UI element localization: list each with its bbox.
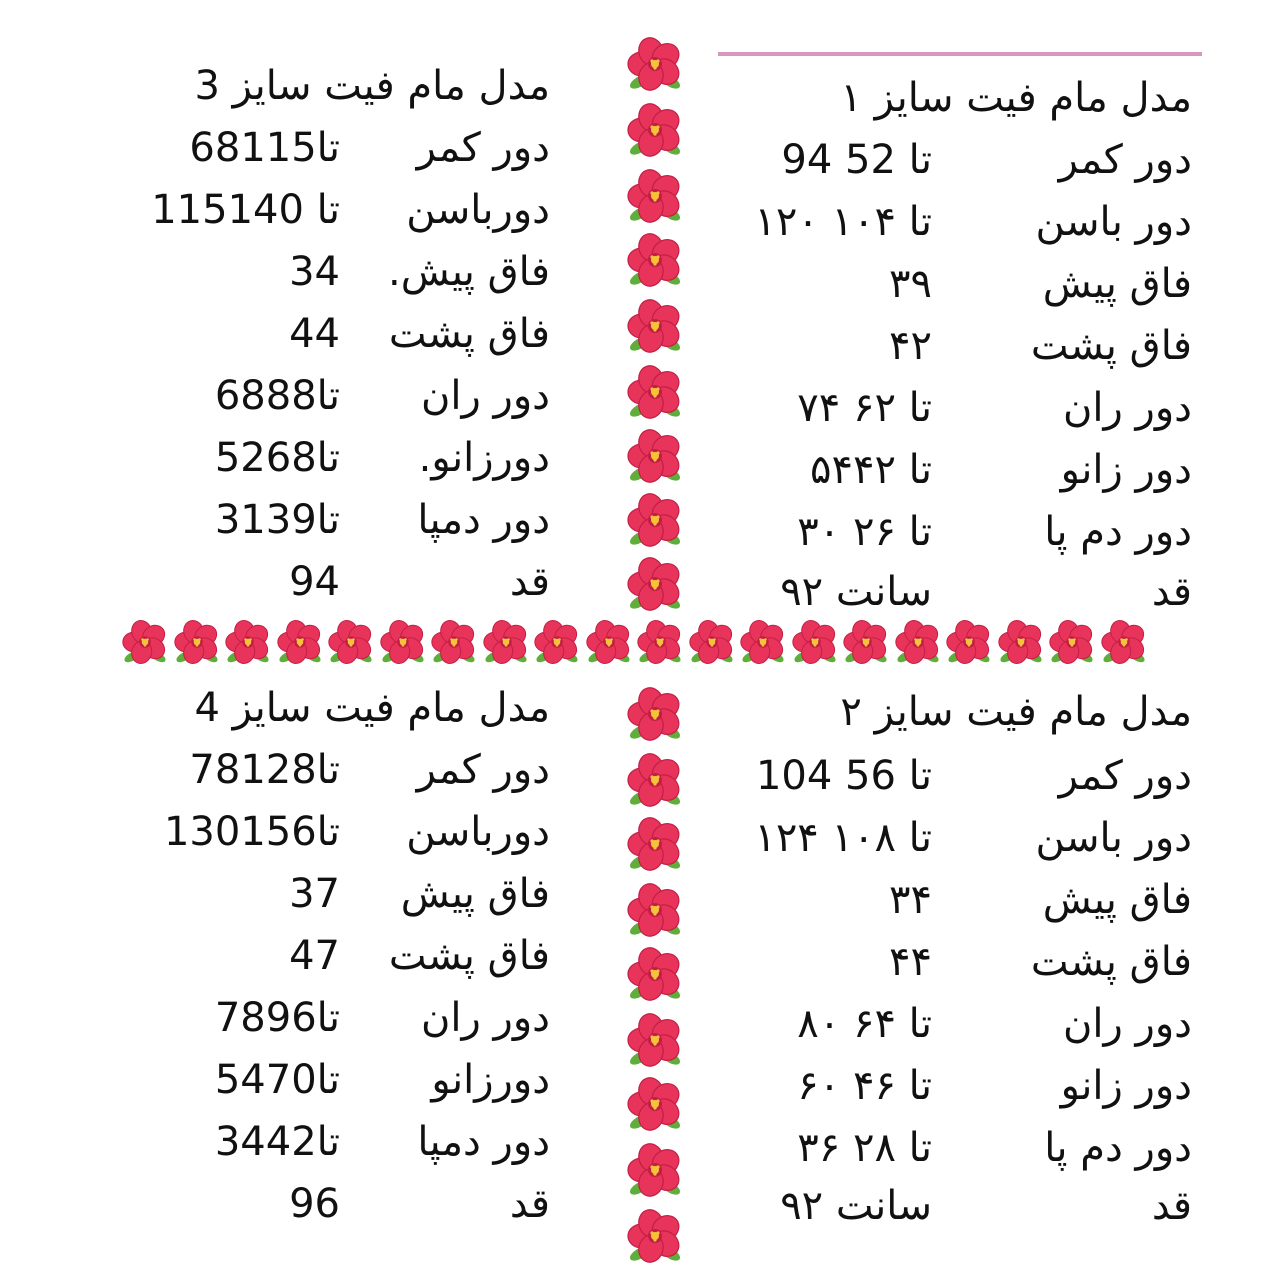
hibiscus-flower-icon [627,686,683,742]
measurement-row [720,810,1200,872]
measurement-label: قد [509,1181,550,1227]
measurement-value: ۳۶ تا ۲۸ [797,1125,932,1171]
hibiscus-flower-icon [277,619,323,665]
measurement-label: دور زانو [1060,1063,1192,1109]
measurement-row [720,1058,1200,1120]
hibiscus-flower-icon [627,428,683,484]
measurement-label: دور کمر [416,747,550,793]
measurement-value: ۱۲۰ تا ۱۰۴ [754,199,932,245]
measurement-value: 94 تا 52 [781,137,932,183]
measurement-row [720,256,1200,318]
measurement-label: دورباسن [406,809,550,855]
measurement-value: 34تا42 [214,1119,340,1165]
measurement-label: دور ران [421,995,550,1041]
measurement-row [110,742,560,804]
hibiscus-flower-icon [627,364,683,420]
measurement-row [720,194,1200,256]
measurement-row [720,934,1200,996]
measurement-row [110,866,560,928]
measurement-value: 68تا115 [189,125,340,171]
hibiscus-flower-icon [586,619,632,665]
hibiscus-flower-icon [627,1142,683,1198]
measurement-value: 78تا96 [214,995,340,1041]
size-chart-3 [110,52,560,612]
hibiscus-flower-icon [627,492,683,548]
measurement-value: 130تا156 [163,809,340,855]
measurement-label: فاق پیش [1042,261,1192,307]
hibiscus-flower-icon [1101,619,1147,665]
hibiscus-flower-icon [328,619,374,665]
measurement-row [110,430,560,492]
measurement-row [110,120,560,182]
measurement-row [110,244,560,306]
measurement-label: قد [509,559,550,605]
measurement-label: دورزانو [431,1057,550,1103]
hibiscus-flower-icon [122,619,168,665]
hibiscus-flower-icon [627,816,683,872]
top-divider-line [718,52,1202,56]
size-chart-title: مدل مام فیت سایز ۲ [840,689,1192,735]
hibiscus-flower-icon [843,619,889,665]
measurement-label: دور باسن [1035,815,1192,861]
measurement-row [110,182,560,244]
measurement-value: ۷۴ تا ۶۲ [797,385,932,431]
size-chart-title: مدل مام فیت سایز ۱ [840,75,1192,121]
measurement-row [720,1120,1200,1182]
hibiscus-flower-icon [998,619,1044,665]
measurement-row [110,1052,560,1114]
measurement-row [110,990,560,1052]
measurement-row [110,306,560,368]
hibiscus-flower-icon [1049,619,1095,665]
measurement-value: 47 [289,933,340,979]
measurement-label: دور دم پا [1044,509,1192,555]
hibiscus-flower-icon [174,619,220,665]
measurement-label: دور باسن [1035,199,1192,245]
hibiscus-flower-icon [740,619,786,665]
measurement-label: فاق پشت [1030,939,1192,985]
measurement-label: دور ران [421,373,550,419]
measurement-value: ۴۴ [889,939,932,985]
measurement-row [110,928,560,990]
measurement-value: 52تا68 [214,435,340,481]
size-chart-2 [720,682,1200,1242]
measurement-value: ۳۰ تا ۲۶ [797,509,932,555]
measurement-row [110,1176,560,1238]
hibiscus-flower-icon [225,619,271,665]
measurement-value: ۴۲ [889,323,932,369]
measurement-label: قد [1151,1183,1192,1229]
hibiscus-flower-icon [431,619,477,665]
measurement-value: 54تا70 [214,1057,340,1103]
measurement-row [720,442,1200,504]
measurement-value: 31تا39 [214,497,340,543]
size-chart-title: مدل مام فیت سایز 4 [194,685,550,731]
hibiscus-flower-icon [627,1208,683,1264]
size-chart-4 [110,676,560,1236]
hibiscus-flower-icon [627,946,683,1002]
measurement-label: فاق پیش [400,871,550,917]
measurement-label: دور دم پا [1044,1125,1192,1171]
measurement-label: دور دمپا [417,1119,550,1165]
measurement-row [720,748,1200,810]
measurement-value: ۶۰ تا ۴۶ [797,1063,932,1109]
measurement-label: فاق پشت [388,311,550,357]
hibiscus-flower-icon [627,232,683,288]
measurement-row [110,1114,560,1176]
hibiscus-flower-icon [792,619,838,665]
measurement-row [720,1178,1200,1240]
measurement-value: 104 تا 56 [755,753,932,799]
measurement-value: 78تا128 [189,747,340,793]
hibiscus-flower-icon [637,619,683,665]
measurement-label: دور کمر [416,125,550,171]
measurement-value: 37 [289,871,340,917]
measurement-label: فاق پیش. [388,249,550,295]
measurement-label: دور زانو [1060,447,1192,493]
measurement-value: 68تا88 [214,373,340,419]
hibiscus-flower-icon [380,619,426,665]
measurement-value: 44 [289,311,340,357]
hibiscus-flower-icon [627,102,683,158]
measurement-row [720,132,1200,194]
measurement-label: قد [1151,569,1192,615]
measurement-value: 34 [289,249,340,295]
size-chart-title: مدل مام فیت سایز 3 [194,63,550,109]
hibiscus-flower-icon [689,619,735,665]
measurement-row [720,996,1200,1058]
measurement-value: 96 [289,1181,340,1227]
hibiscus-flower-icon [627,36,683,92]
measurement-label: فاق پشت [388,933,550,979]
measurement-row [720,564,1200,626]
hibiscus-flower-icon [483,619,529,665]
measurement-value: 94 [289,559,340,605]
hibiscus-flower-icon [627,1076,683,1132]
measurement-row [720,504,1200,566]
measurement-row [110,804,560,866]
hibiscus-flower-icon [534,619,580,665]
hibiscus-flower-icon [946,619,992,665]
measurement-value: ۵۴تا ۴۲ [810,447,932,493]
measurement-row [110,492,560,554]
measurement-label: فاق پیش [1042,877,1192,923]
measurement-value: 115تا 140 [151,187,340,233]
hibiscus-flower-icon [627,168,683,224]
measurement-value: ۸۰ تا ۶۴ [797,1001,932,1047]
measurement-value: ۳۴ [889,877,932,923]
hibiscus-flower-icon [627,752,683,808]
hibiscus-flower-icon [895,619,941,665]
hibiscus-flower-icon [627,882,683,938]
measurement-label: دورزانو. [418,435,550,481]
measurement-value: ۱۲۴ تا ۱۰۸ [754,815,932,861]
measurement-label: دور ران [1063,385,1192,431]
measurement-label: فاق پشت [1030,323,1192,369]
hibiscus-flower-icon [627,1012,683,1068]
measurement-label: دور کمر [1058,137,1192,183]
measurement-row [720,318,1200,380]
measurement-value: ۹۲ سانت [780,569,932,615]
measurement-value: ۹۲ سانت [780,1183,932,1229]
measurement-value: ۳۹ [889,261,932,307]
measurement-row [110,368,560,430]
measurement-row [110,554,560,616]
measurement-label: دور کمر [1058,753,1192,799]
size-chart-1 [720,62,1200,622]
measurement-row [720,872,1200,934]
measurement-label: دور دمپا [417,497,550,543]
hibiscus-flower-icon [627,298,683,354]
measurement-row [720,380,1200,442]
measurement-label: دورباسن [406,187,550,233]
measurement-label: دور ران [1063,1001,1192,1047]
hibiscus-flower-icon [627,556,683,612]
